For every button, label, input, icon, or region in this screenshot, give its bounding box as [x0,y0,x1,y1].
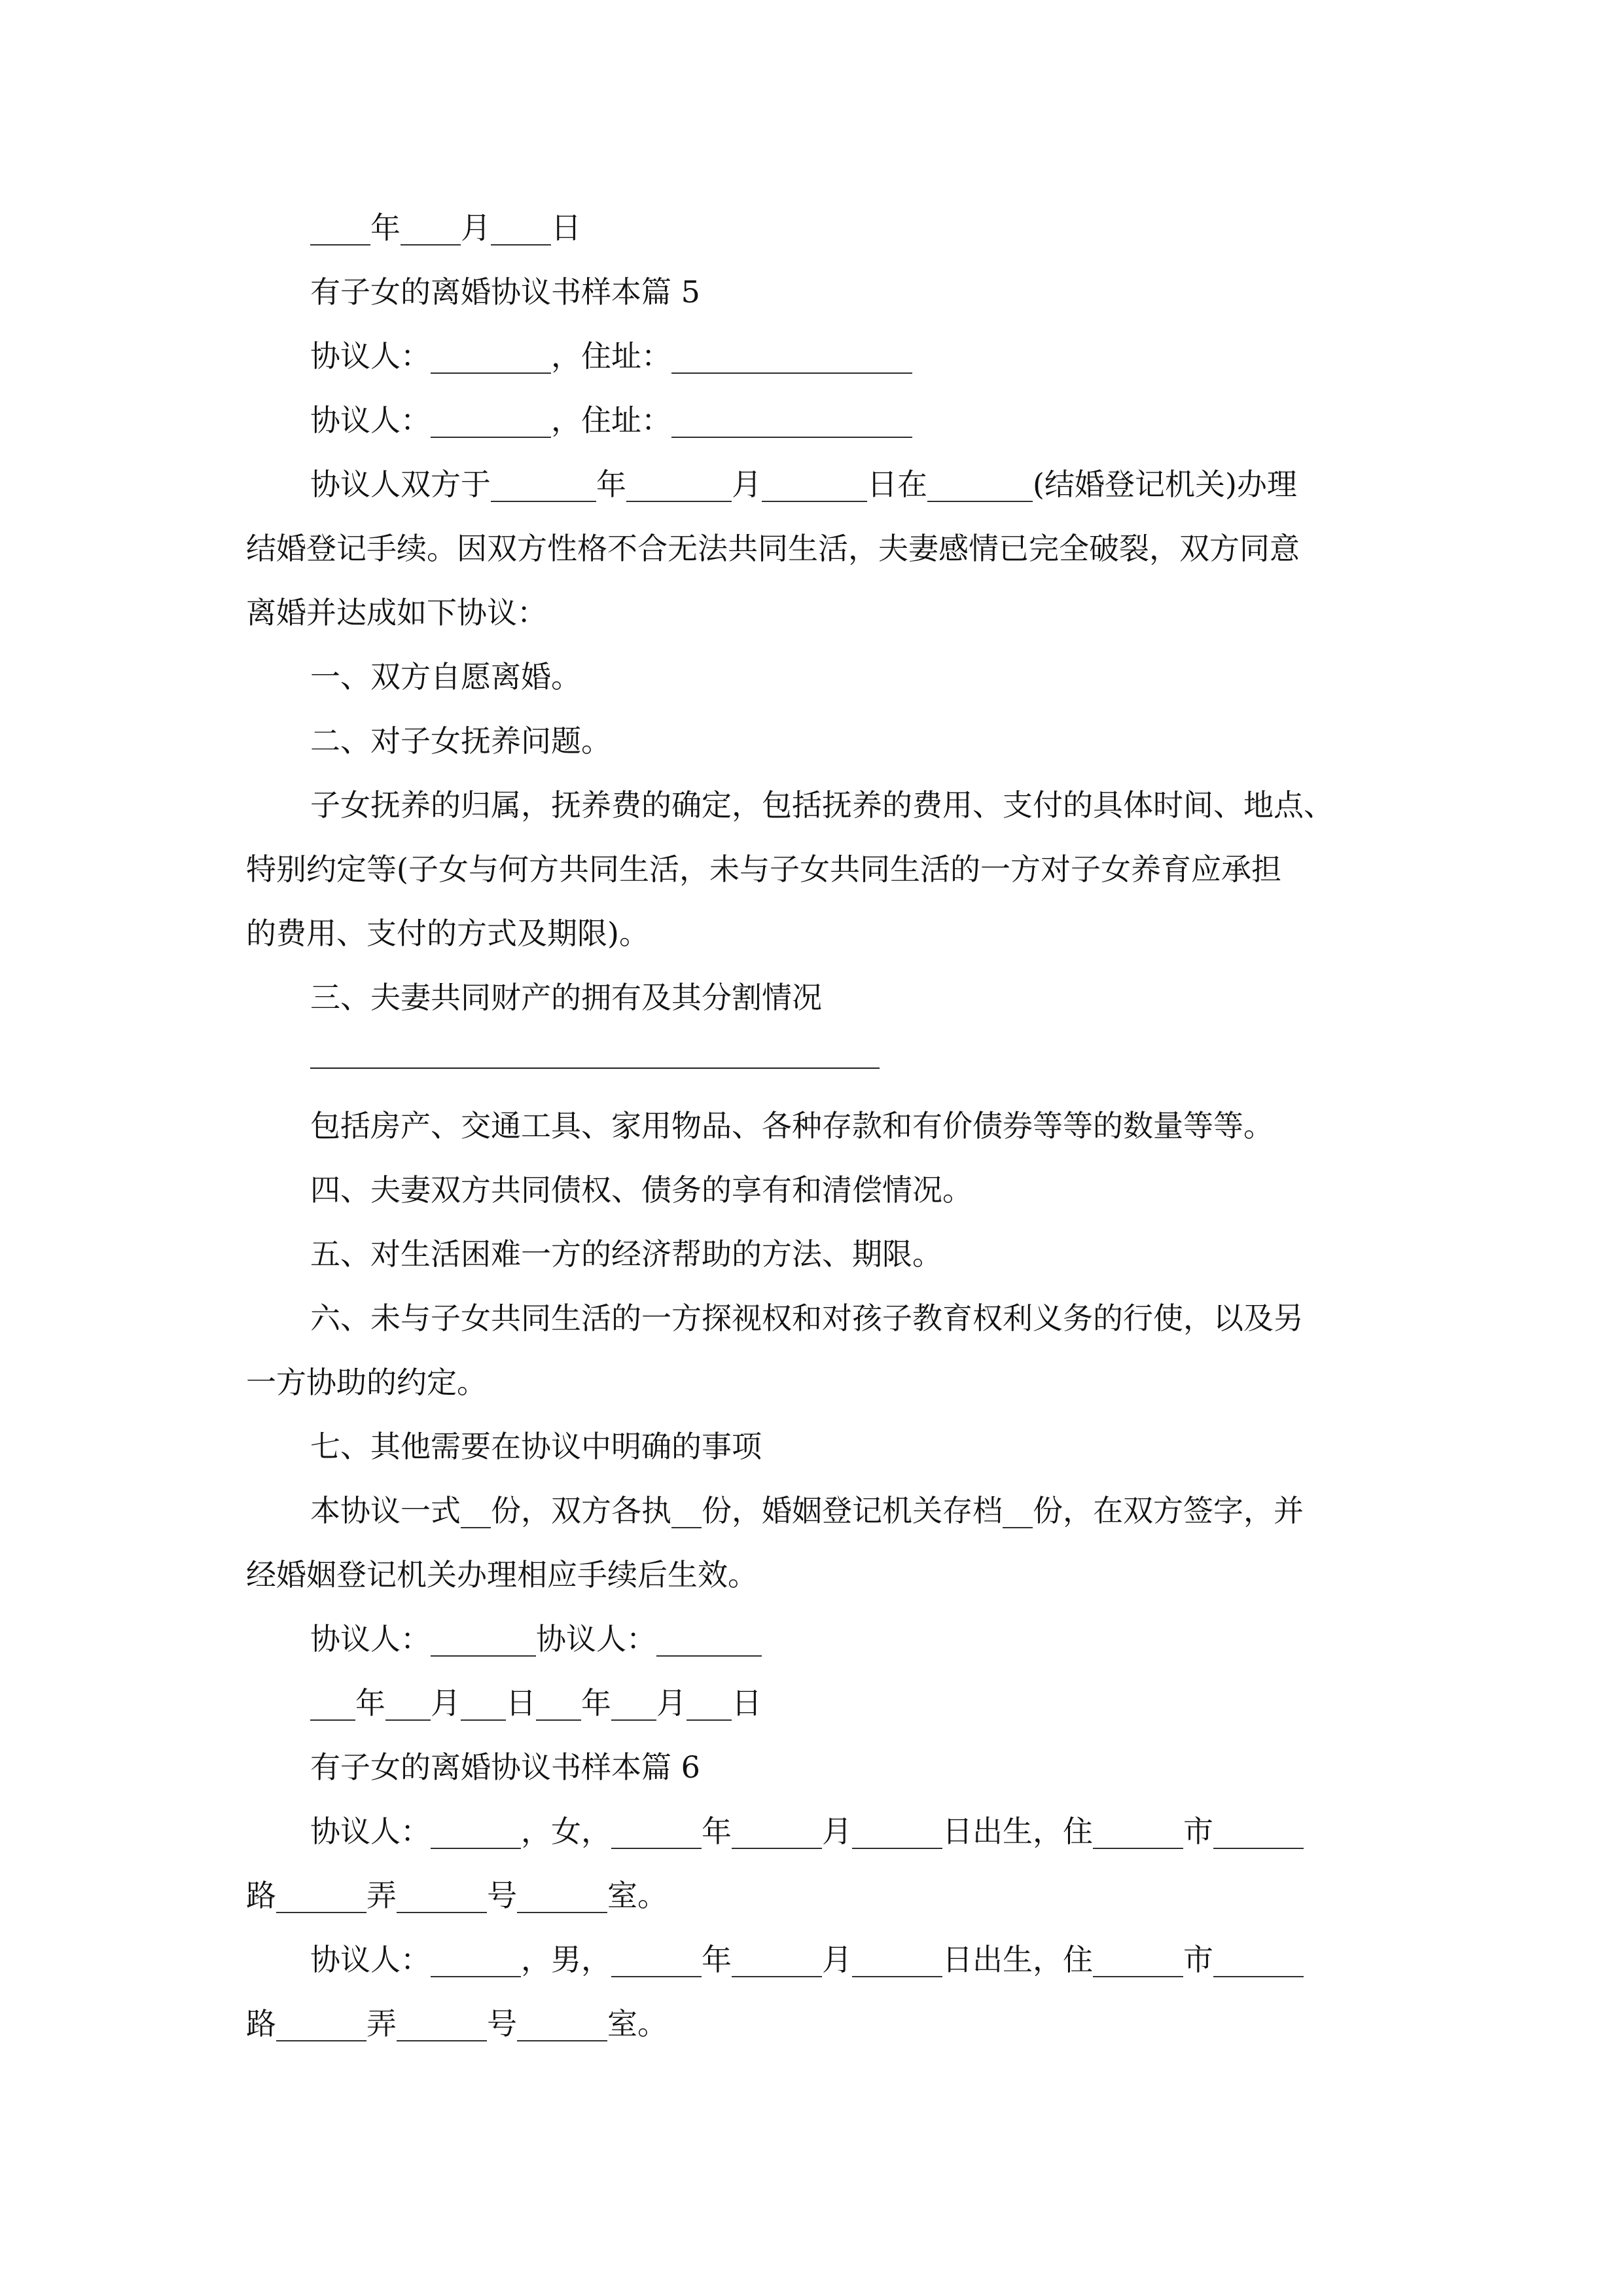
clause-heading: 七、其他需要在协议中明确的事项 [310,1429,762,1464]
paragraph-line: 六、未与子女共同生活的一方探视权和对孩子教育权利义务的行使，以及另 [310,1300,1304,1336]
date-line: ____年____月____日 [310,210,581,245]
party-line-2: 协议人：________，住址：________________ [310,403,912,438]
paragraph-line: 包括房产、交通工具、家用物品、各种存款和有价债券等等的数量等等。 [310,1108,1274,1143]
clause-heading: 二、对子女抚养问题。 [310,723,611,759]
paragraph-line: 一方协助的约定。 [246,1365,487,1400]
paragraph-line: 经婚姻登记机关办理相应手续后生效。 [246,1557,758,1592]
paragraph-line: 的费用、支付的方式及期限)。 [246,916,649,951]
paragraph-line: 子女抚养的归属，抚养费的确定，包括抚养的费用、支付的具体时间、地点、 [310,787,1334,823]
party-line-male: 协议人：______，男，______年______月______日出生，住______市______ [310,1942,1304,1977]
clause-heading: 一、双方自愿离婚。 [310,659,581,694]
blank-fill-line [310,1067,880,1069]
address-line: 路______弄______号______室。 [246,1878,668,1913]
paragraph-line: 本协议一式__份，双方各执__份，婚姻登记机关存档__份，在双方签字，并 [310,1493,1304,1528]
signature-line: 协议人：_______协议人：_______ [310,1621,762,1657]
clause-heading: 三、夫妻共同财产的拥有及其分割情况 [310,980,822,1015]
address-line: 路______弄______号______室。 [246,2006,668,2041]
paragraph-line: 离婚并达成如下协议： [246,595,547,630]
party-line-1: 协议人：________，住址：________________ [310,338,912,374]
section-title-5: 有子女的离婚协议书样本篇 5 [310,274,700,310]
party-line-female: 协议人：______，女，______年______月______日出生，住______市______ [310,1814,1304,1849]
clause-heading: 四、夫妻双方共同债权、债务的享有和清偿情况。 [310,1172,972,1208]
clause-heading: 五、对生活困难一方的经济帮助的方法、期限。 [310,1236,942,1272]
section-title-6: 有子女的离婚协议书样本篇 6 [310,1749,700,1785]
signature-date-line: ___年___月___日___年___月___日 [310,1685,762,1721]
paragraph-line: 特别约定等(子女与何方共同生活，未与子女共同生活的一方对子女养育应承担 [246,852,1281,887]
paragraph-line: 协议人双方于_______年_______月_______日在_______(结婚登记机关)办理 [310,467,1297,502]
paragraph-line: 结婚登记手续。因双方性格不合无法共同生活，夫妻感情已完全破裂，双方同意 [246,531,1300,566]
